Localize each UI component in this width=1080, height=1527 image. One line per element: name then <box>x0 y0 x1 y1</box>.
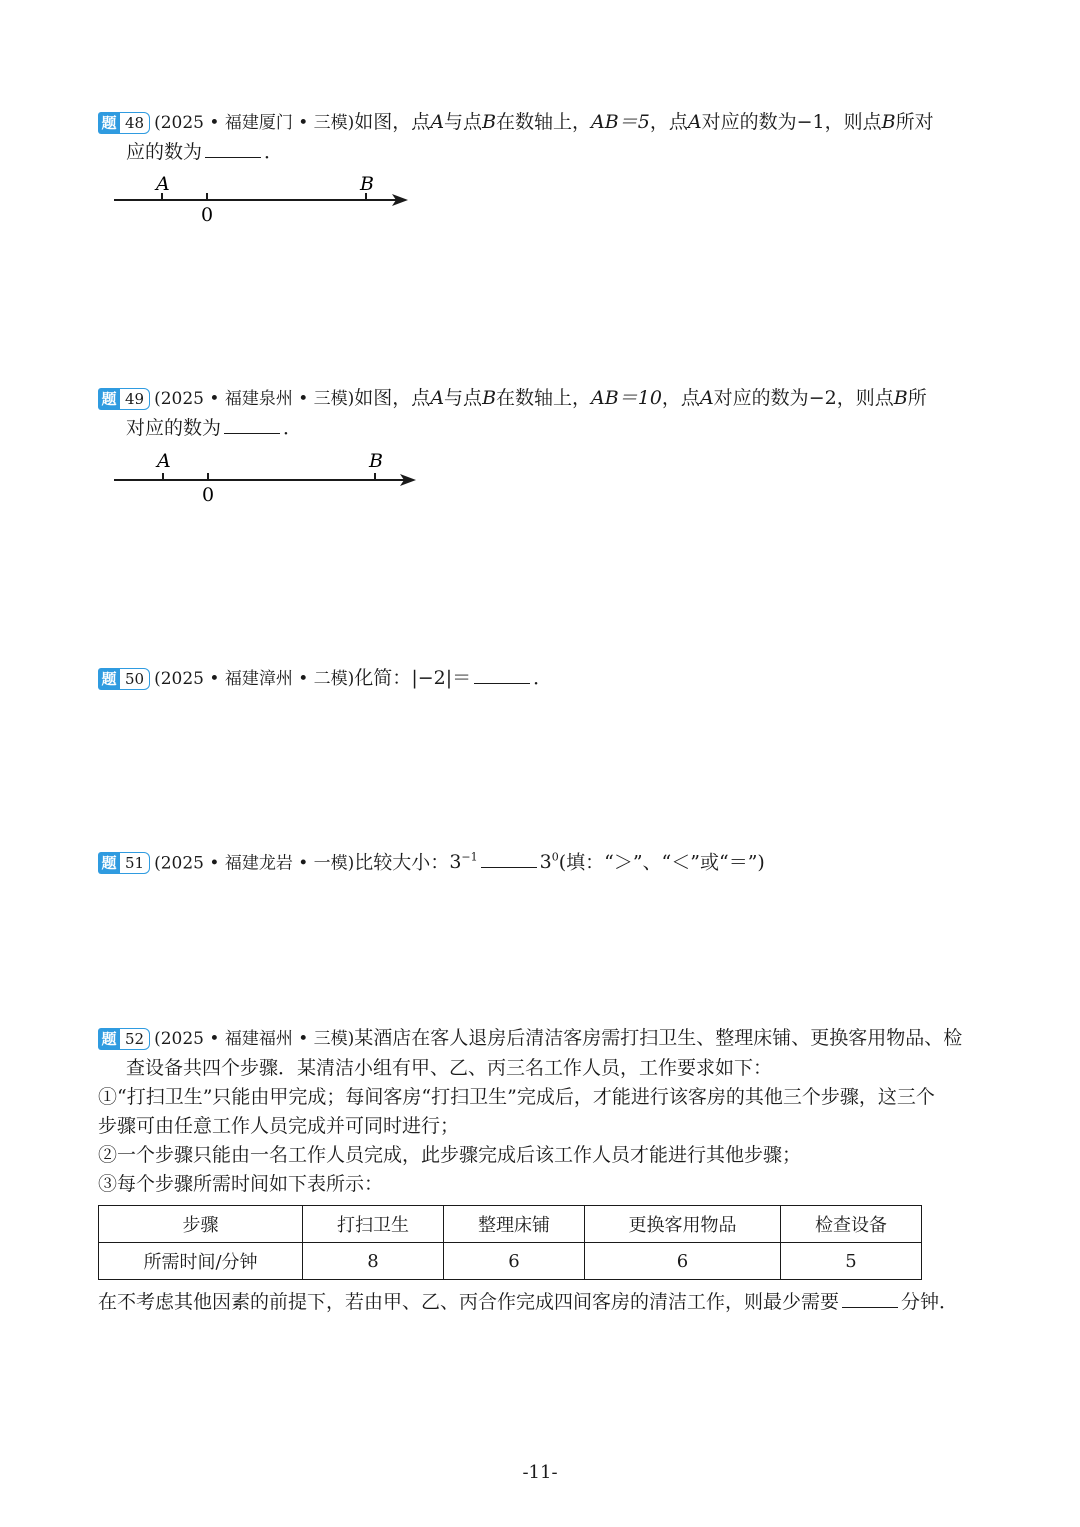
q52-line2: 查设备共四个步骤．某清洁小组有甲、乙、丙三名工作人员，工作要求如下： <box>126 1057 773 1079</box>
table-cell: 6 <box>444 1243 585 1280</box>
q48-number-line <box>110 170 420 230</box>
table-cell: 5 <box>781 1243 922 1280</box>
q50-answer-blank[interactable] <box>474 665 530 684</box>
q49-axis-label-b: B <box>369 450 383 472</box>
q52-answer-blank[interactable] <box>842 1289 898 1308</box>
q50-source: (2025 • 福建漳州 • 二模) <box>154 669 355 689</box>
q49-number-line <box>110 450 430 510</box>
table-header-row <box>99 1206 922 1243</box>
table-row <box>99 1243 922 1280</box>
q51-answer-blank[interactable] <box>481 849 537 868</box>
q48-source: (2025 • 福建厦门 • 三模) <box>154 113 355 133</box>
q52-steps-table <box>98 1205 922 1280</box>
q48-badge: 题 48 <box>98 112 150 134</box>
q52-rule1a: ①“打扫卫生”只能由甲完成；每间客房“打扫卫生”完成后，才能进行该客房的其他三个步骤，这三个 <box>98 1086 935 1108</box>
q48-axis-label-zero: 0 <box>201 204 214 226</box>
q52-final-line: 在不考虑其他因素的前提下，若由甲、乙、丙合作完成四间客房的清洁工作，则最少需要 分钟． <box>98 1291 959 1313</box>
q48-eq: AB＝5 <box>591 111 650 133</box>
q49-eq: AB＝10 <box>591 387 662 409</box>
q52-rule3: ③每个步骤所需时间如下表所示： <box>98 1173 384 1195</box>
q49-line1: 题 49 (2025 • 福建泉州 • 三模)如图，点A与点B在数轴上，AB＝10，点A对应的数为−2，则点B所 <box>98 384 927 413</box>
table-header-cell: 检查设备 <box>781 1206 922 1243</box>
q51-badge: 题 51 <box>98 852 150 874</box>
q48-line1: 题 48 (2025 • 福建厦门 • 三模)如图，点A与点B在数轴上，AB＝5，点A对应的数为−1，则点B所对 <box>98 108 934 137</box>
q50-badge: 题 50 <box>98 668 150 690</box>
q52-source: (2025 • 福建福州 • 三模) <box>154 1029 355 1049</box>
q49-axis-label-zero: 0 <box>202 484 215 506</box>
table-cell: 6 <box>585 1243 781 1280</box>
q52-line1: 题 52 (2025 • 福建福州 • 三模)某酒店在客人退房后清洁客房需打扫卫生、整理床铺、更换客用物品、检 <box>98 1024 962 1053</box>
table-header-cell: 打扫卫生 <box>303 1206 444 1243</box>
table-cell: 8 <box>303 1243 444 1280</box>
table-header-cell: 更换客用物品 <box>585 1206 781 1243</box>
table-header-cell: 步骤 <box>99 1206 303 1243</box>
q49-source: (2025 • 福建泉州 • 三模) <box>154 389 355 409</box>
table-header-cell: 整理床铺 <box>444 1206 585 1243</box>
q52-rule1b: 步骤可由任意工作人员完成并可同时进行； <box>98 1115 460 1137</box>
page-number: -11- <box>522 1462 558 1483</box>
q48-answer-blank[interactable] <box>205 139 261 158</box>
q49-answer-blank[interactable] <box>224 415 280 434</box>
table-cell: 所需时间/分钟 <box>99 1243 303 1280</box>
q51-line1: 题 51 (2025 • 福建龙岩 • 一模)比较大小：$3^{-1}$ $3^0$(填：“＞”、“＜”或“＝”) <box>98 844 765 877</box>
q49-line2: 对应的数为 ． <box>126 417 303 439</box>
q49-axis-label-a: A <box>157 450 171 472</box>
q50-expression: |−2|＝ <box>411 667 472 689</box>
q51-source: (2025 • 福建龙岩 • 一模) <box>154 853 355 874</box>
q48-axis-label-b: B <box>360 173 374 195</box>
q52-badge: 题 52 <box>98 1028 150 1050</box>
q51-power-1: $3^{-1}$ <box>449 851 478 874</box>
q48-line2: 应的数为 ． <box>126 141 284 163</box>
q50-line1: 题 50 (2025 • 福建漳州 • 二模)化简：|−2|＝ ． <box>98 664 552 693</box>
q49-badge: 题 49 <box>98 388 150 410</box>
q52-rule2: ②一个步骤只能由一名工作人员完成，此步骤完成后该工作人员才能进行其他步骤； <box>98 1144 802 1166</box>
q48-axis-label-a: A <box>156 173 170 195</box>
q51-power-2: $3^0$ <box>539 851 559 874</box>
